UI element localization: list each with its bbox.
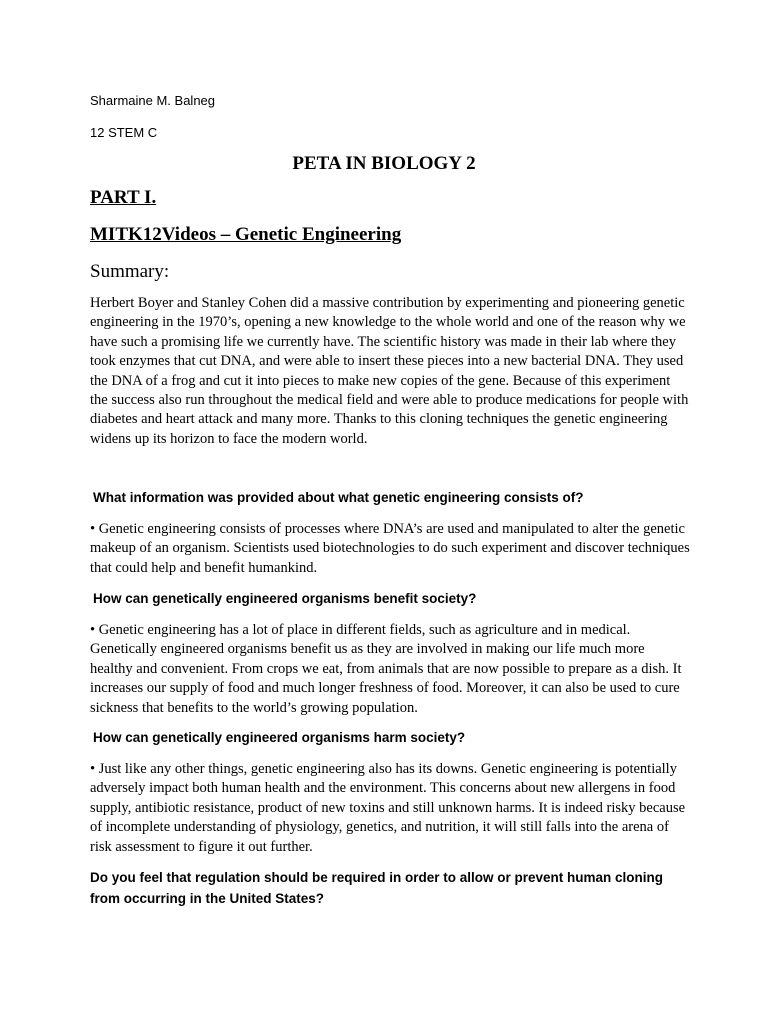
author-name: Sharmaine M. Balneg xyxy=(90,93,216,108)
document-title: PETA IN BIOLOGY 2 xyxy=(292,153,476,174)
question-2: How can genetically engineered organisms benefit society? xyxy=(93,591,477,606)
question-3: How can genetically engineered organisms harm society? xyxy=(93,730,466,745)
class-section: 12 STEM C xyxy=(90,125,158,140)
summary-label: Summary: xyxy=(90,261,170,282)
video-title-heading: MITK12Videos – Genetic Engineering xyxy=(90,224,402,245)
summary-paragraph: Herbert Boyer and Stanley Cohen did a massive contribution by experimenting and pioneering genetic engineering in the 1970’s, opening a new knowledge to the whole world and one of the reason why we have such a promising life we currently have. The scientific history was made in their lab where they took enzymes that cut DNA, and were able to insert these pieces into a new bacterial DNA. They used the DNA of a frog and cut it into pieces to make new copies of the gene. Because of this experiment the success also run throughout the medical field and were able to produce medications for people with diabetes and heart attack and many more. Thanks to this cloning techniques the genetic engineering widens up its horizon to face the modern world. xyxy=(90,295,689,447)
question-4: Do you feel that regulation should be required in order to allow or prevent human cloning from occurring in the United States? xyxy=(90,870,664,906)
answer-1: • Genetic engineering consists of processes where DNA’s are used and manipulated to alter the genetic makeup of an organism. Scientists used biotechnologies to do such experiment and discover techniques that could help and benefit humankind. xyxy=(90,521,690,576)
question-1: What information was provided about what genetic engineering consists of? xyxy=(93,490,584,505)
answer-3: • Just like any other things, genetic engineering also has its downs. Genetic engineering is potentially adversely impact both human health and the environment. This concerns about new allergens in food supply, antibiotic resistance, product of new toxins and still unknown harms. It is indeed risky because of incomplete understanding of physiology, genetics, and nutrition, it will still falls into the arena of risk assessment to figure it out further. xyxy=(90,761,686,855)
answer-2: • Genetic engineering has a lot of place in different fields, such as agriculture and in medical. Genetically engineered organisms benefit us as they are involved in making our life much more healthy and convenient. From crops we eat, from animals that are now possible to prepare as a dish. It increases our supply of food and much longer freshness of food. Moreover, it can also be used to cure sickness that benefits to the world’s growing population. xyxy=(90,622,682,716)
part-heading: PART I. xyxy=(90,187,157,208)
